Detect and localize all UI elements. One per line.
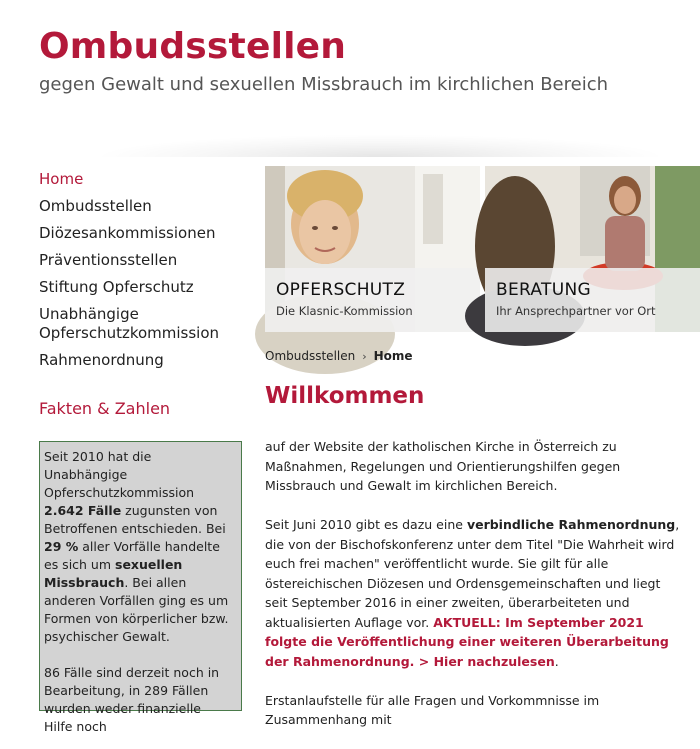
read-here-link[interactable]: Hier nachzulesen [433,653,555,669]
facts-heading: Fakten & Zahlen [39,399,171,418]
header-shadow [100,135,660,157]
nav-item-opferschutzkommission[interactable]: Unabhängige Opferschutzkommission [39,305,220,342]
nav-item-rahmenordnung[interactable]: Rahmenordnung [39,351,164,369]
nav-item-stiftung-opferschutz[interactable]: Stiftung Opferschutz [39,278,194,296]
site-title[interactable]: Ombudsstellen [39,26,347,67]
tile-beratung[interactable] [485,166,700,332]
nav-item-home[interactable]: Home [39,170,84,188]
facts-paragraph-1: Seit 2010 hat die Unabhängige Opferschutzkommission 2.642 Fälle zugunsten von Betroffenen entschieden. Bei 29 % aller Vorfälle handelte es sich um sexuellen Missbrauch. Bei allen anderen Vorfällen ging es um Formen von körperlicher bzw. psychischer Gewalt. [44,449,229,644]
content-paragraph-2: Seit Juni 2010 gibt es dazu eine verbindliche Rahmenordnung, die von der Bischofskonferenz unter dem Titel "Die Wahrheit wird euch frei machen" veröffentlicht wurde. Sie gilt für alle östereichischen Diözesen und Ordensgemeinschaften und liegt seit September 2016 in einer zweiten, überarbeiteten und aktualisierten Auflage vor. AKTUELL: Im September 2021 folgte die Veröffentlichung einer weiteren Überarbeitung der Rahmenordnung. > Hier nachzulesen. [265,517,680,669]
nav-item-praeventionsstellen[interactable]: Präventionsstellen [39,251,178,269]
chevron-right-icon: › [362,349,367,363]
site-subtitle: gegen Gewalt und sexuellen Missbrauch im kirchlichen Bereich [39,74,609,95]
tile-opferschutz-subtitle: Die Klasnic-Kommission [276,304,413,318]
nav-item-ombudsstellen[interactable]: Ombudsstellen [39,197,152,215]
tile-opferschutz-caption [265,268,480,332]
breadcrumb-current: Home [373,349,413,363]
nav-item-dioezesankommissionen[interactable]: Diözesankommissionen [39,224,216,242]
content-paragraph-3: Erstanlaufstelle für alle Fragen und Vorkommnisse im Zusammenhang mit [265,692,600,727]
tile-opferschutz[interactable] [265,166,480,332]
tile-beratung-subtitle: Ihr Ansprechpartner vor Ort [496,304,656,318]
tile-beratung-title: BERATUNG [496,280,591,300]
facts-paragraph-2: 86 Fälle sind derzeit noch in Bearbeitung, in 289 Fällen wurden weder finanzielle Hilfe noch [44,665,220,734]
breadcrumb-parent[interactable]: Ombudsstellen [265,349,356,363]
breadcrumb [265,349,413,363]
content-paragraph-1: auf der Website der katholischen Kirche in Österreich zu Maßnahmen, Regelungen und Orientierungshilfen gegen Missbrauch und Gewalt im kirchlichen Bereich. [265,439,621,493]
sidebar-nav [39,170,259,378]
facts-box [39,441,242,734]
main-content [265,437,683,749]
tile-beratung-caption [485,268,700,332]
page-title: Willkommen [265,383,425,409]
tile-opferschutz-title: OPFERSCHUTZ [276,280,406,300]
